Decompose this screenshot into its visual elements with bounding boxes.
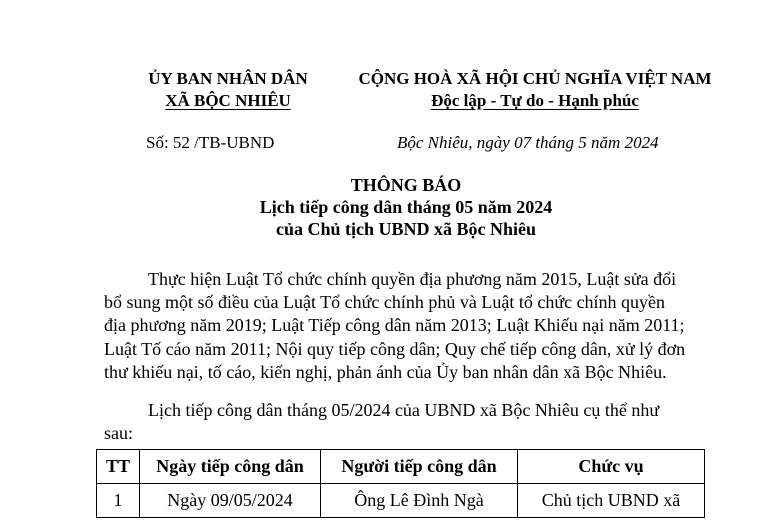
- cell-tt: 1: [97, 484, 140, 518]
- agency-name: ỦY BAN NHÂN DÂN: [148, 69, 308, 88]
- notice-subtitle-2: của Chủ tịch UBND xã Bộc Nhiêu: [275, 219, 537, 239]
- cell-position: Chủ tịch UBND xã: [518, 484, 705, 518]
- national-title: CỘNG HOÀ XÃ HỘI CHỦ NGHĨA VIỆT NAM: [358, 69, 712, 88]
- header-date: Ngày tiếp công dân: [140, 450, 321, 484]
- cell-date: Ngày 09/05/2024: [140, 484, 321, 518]
- paragraph-line: địa phương năm 2019; Luật Tiếp công dân năm 2013; Luật Khiếu nại năm 2011;: [104, 315, 685, 335]
- document-number: Số: 52 /TB-UBND: [146, 133, 275, 152]
- paragraph-line: Luật Tố cáo năm 2011; Nội quy tiếp công dân; Quy chế tiếp công dân, xử lý đơn: [104, 339, 686, 359]
- commune-name-text: XÃ BỘC NHIÊU: [165, 91, 291, 110]
- paragraph-line: sau:: [104, 423, 133, 443]
- document-date: Bộc Nhiêu, ngày 07 tháng 5 năm 2024: [397, 133, 659, 152]
- notice-title: THÔNG BÁO: [350, 175, 462, 195]
- commune-name: [118, 90, 338, 111]
- schedule-table: [96, 449, 705, 518]
- header-receiver: Người tiếp công dân: [321, 450, 518, 484]
- paragraph-line: Lịch tiếp công dân tháng 05/2024 của UBND xã Bộc Nhiêu cụ thể như: [148, 400, 660, 420]
- paragraph-line: Thực hiện Luật Tổ chức chính quyền địa phương năm 2015, Luật sửa đổi: [148, 269, 677, 289]
- national-motto-text: Độc lập - Tự do - Hạnh phúc: [431, 91, 639, 110]
- notice-subtitle: Lịch tiếp công dân tháng 05 năm 2024: [259, 197, 553, 217]
- paragraph-line: thư khiếu nại, tố cáo, kiến nghị, phản ánh của Ủy ban nhân dân xã Bộc Nhiêu.: [104, 362, 667, 382]
- header-tt: TT: [97, 450, 140, 484]
- table-row: [97, 484, 705, 518]
- header-position: Chức vụ: [518, 450, 705, 484]
- table-header-row: [97, 450, 705, 484]
- cell-receiver: Ông Lê Đình Ngà: [321, 484, 518, 518]
- paragraph-line: bổ sung một số điều của Luật Tổ chức chính phủ và Luật tổ chức chính quyền: [104, 292, 666, 312]
- national-motto: [340, 90, 730, 111]
